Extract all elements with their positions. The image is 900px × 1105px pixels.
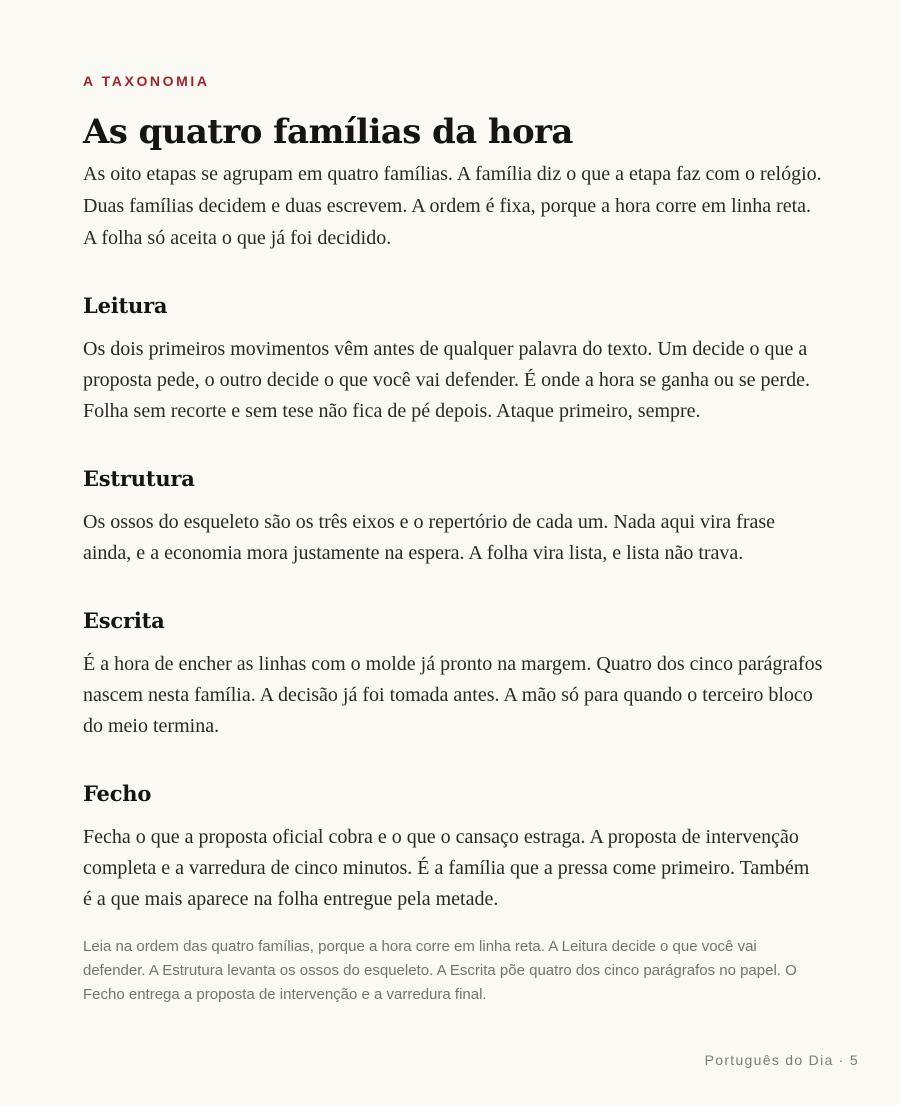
section-paragraph: Fecha o que a proposta oficial cobra e o que o cansaço estraga. A proposta de intervenção completa e a varredura de cinco minutos. É a família que a pressa come primeiro. Também é a que mais aparece na folha entregue pela metade. <box>83 826 810 910</box>
section-paragraph: É a hora de encher as linhas com o molde já pronto na margem. Quatro dos cinco parágrafos nascem nesta família. A decisão já foi tomada antes. A mão só para quando o terceiro bloco do meio termina. <box>83 653 823 737</box>
page-title: As quatro famílias da hora <box>83 112 573 152</box>
summary-note: Leia na ordem das quatro famílias, porque a hora corre em linha reta. A Leitura decide o que você vai defender. A Estrutura levanta os ossos do esqueleto. A Escrita põe quatro dos cinco parágrafos no papel. O Fecho entrega a proposta de intervenção e a varredura final. <box>83 938 797 1003</box>
section-leitura <box>83 292 823 427</box>
section-heading: Estrutura <box>83 466 195 491</box>
section-paragraph: Os ossos do esqueleto são os três eixos e o repertório de cada um. Nada aqui vira frase ainda, e a economia mora justamente na espera. A folha vira lista, e lista não trava. <box>83 511 776 564</box>
section-fecho <box>83 780 823 915</box>
intro-paragraph: As oito etapas se agrupam em quatro famílias. A família diz o que a etapa faz com o relógio. Duas famílias decidem e duas escrevem. A ordem é fixa, porque a hora corre em linha reta. A folha só aceita o que já foi decidido. <box>83 163 822 249</box>
section-heading: Escrita <box>83 608 165 633</box>
section-heading: Fecho <box>83 781 152 806</box>
page-content <box>83 70 823 1007</box>
section-heading: Leitura <box>83 293 168 318</box>
section-paragraph: Os dois primeiros movimentos vêm antes de qualquer palavra do texto. Um decide o que a proposta pede, o outro decide o que você vai defender. É onde a hora se ganha ou se perde. Folha sem recorte e sem tese não fica de pé depois. Ataque primeiro, sempre. <box>83 338 810 422</box>
section-escrita <box>83 607 823 742</box>
section-estrutura <box>83 465 823 569</box>
section-kicker: A TAXONOMIA <box>83 73 210 89</box>
page-footer: Português do Dia · 5 <box>704 1052 859 1068</box>
